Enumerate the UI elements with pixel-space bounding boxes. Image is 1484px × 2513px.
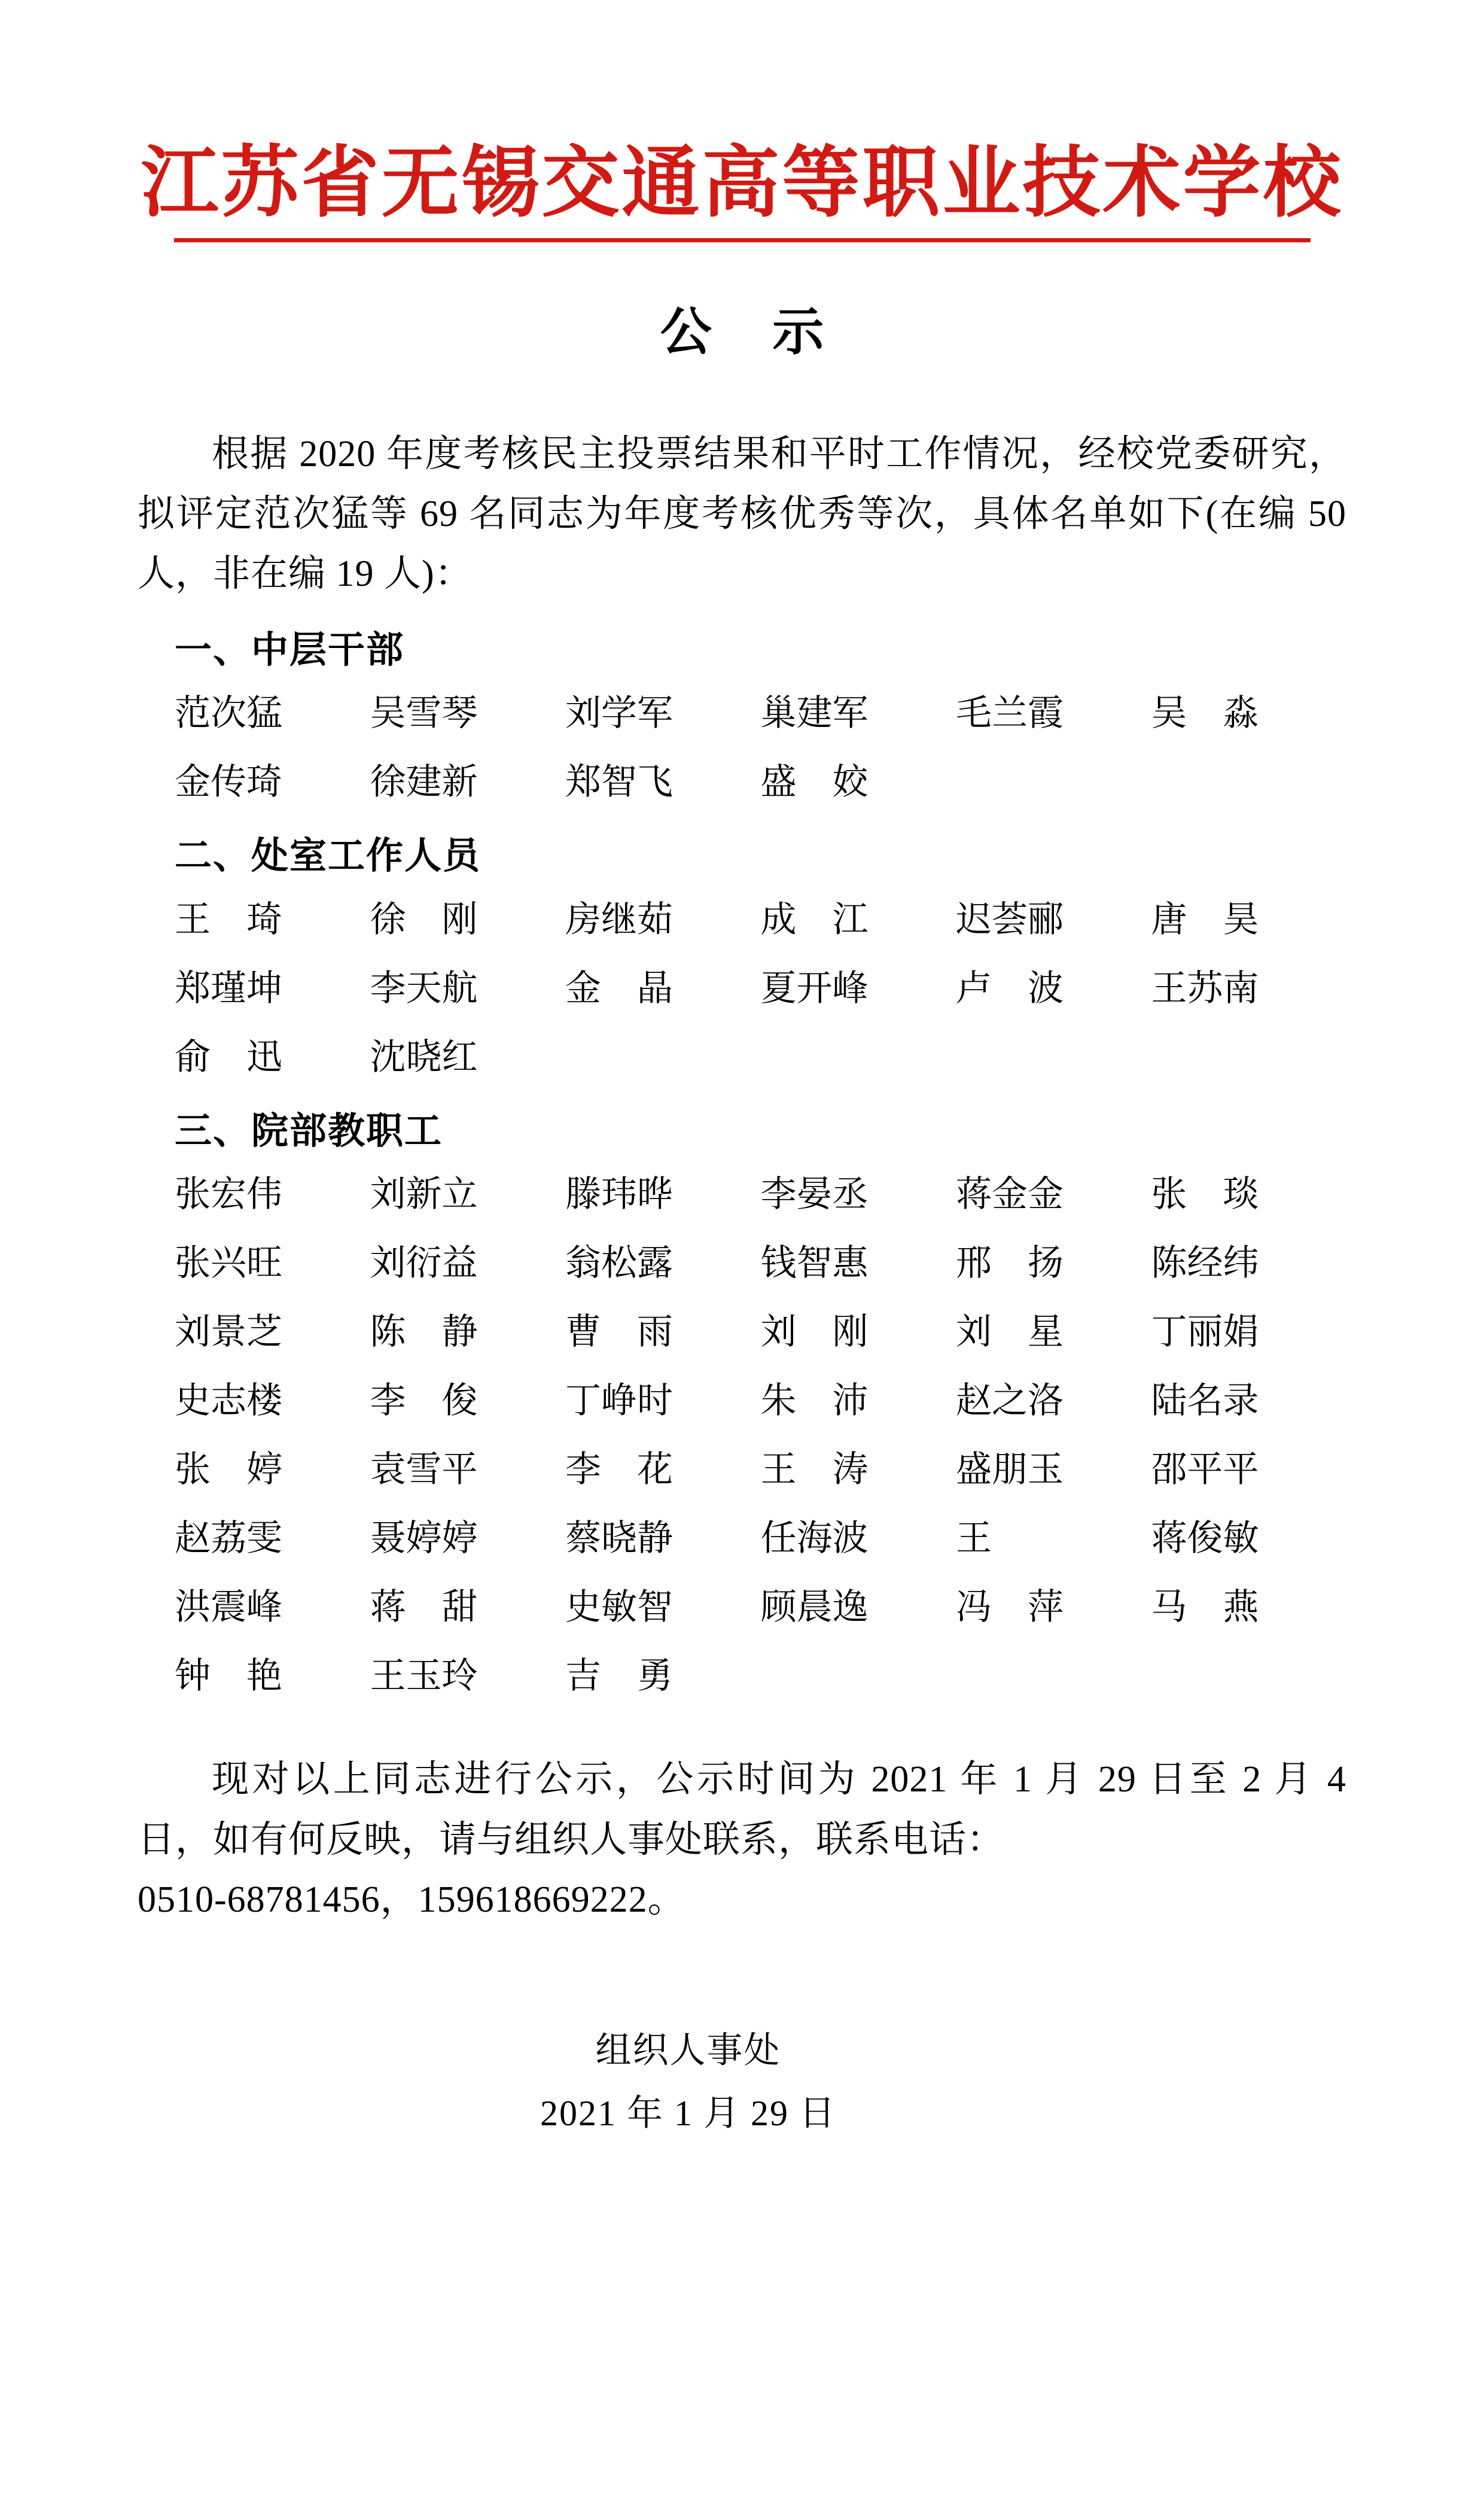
name-list-section-1 xyxy=(138,686,1346,810)
name-item: 刘景芝 xyxy=(175,1312,282,1352)
section-title-3: 三、院部教职工 xyxy=(175,1108,443,1152)
name-item: 刘 刚 xyxy=(760,1312,869,1352)
name-item: 陈经纬 xyxy=(1151,1243,1259,1283)
name-item: 吴雪琴 xyxy=(370,693,478,734)
name-item: 王 涛 xyxy=(760,1450,869,1490)
name-item: 翁松露 xyxy=(565,1243,673,1283)
name-item: 卢 波 xyxy=(956,968,1064,1008)
signature-block xyxy=(138,2019,1346,2145)
name-item: 金传琦 xyxy=(175,762,282,802)
name-item: 赵之洛 xyxy=(956,1381,1064,1421)
name-item: 盛 姣 xyxy=(760,762,869,802)
name-item: 张 琰 xyxy=(1151,1175,1259,1215)
closing-block xyxy=(138,1750,1346,1930)
name-item: 陈 静 xyxy=(370,1312,478,1352)
name-item: 迟荟郦 xyxy=(956,899,1064,939)
name-item: 范次猛 xyxy=(175,693,282,734)
name-item: 袁雪平 xyxy=(370,1450,478,1490)
name-item: 房继茹 xyxy=(565,899,673,939)
name-item: 郑瑾坤 xyxy=(175,968,282,1008)
document-type-title: 公 示 xyxy=(660,303,848,361)
name-item: 王苏南 xyxy=(1151,968,1259,1008)
name-item: 李晏丞 xyxy=(760,1175,869,1215)
name-item: 蔡晓静 xyxy=(565,1519,673,1559)
header-red-divider xyxy=(174,238,1311,242)
name-item: 蒋俊敏 xyxy=(1151,1519,1259,1559)
name-item: 王 xyxy=(956,1519,992,1559)
name-item: 刘衍益 xyxy=(370,1243,478,1283)
name-item: 王玉玲 xyxy=(370,1656,478,1696)
name-item: 王 琦 xyxy=(175,899,282,939)
name-item: 顾晨逸 xyxy=(760,1587,869,1627)
name-item: 钟 艳 xyxy=(175,1656,282,1696)
name-item: 钱智惠 xyxy=(760,1243,869,1283)
intro-paragraph: 根据 2020 年度考核民主投票结果和平时工作情况，经校党委研究，拟评定范次猛等 69 名同志为年度考核优秀等次，具体名单如下(在编 50 人，非在编 19 人)： xyxy=(138,433,1346,595)
name-list-section-2 xyxy=(138,892,1346,1085)
name-item: 唐 昊 xyxy=(1151,899,1259,939)
name-item: 徐 刚 xyxy=(370,899,478,939)
name-item: 吉 勇 xyxy=(565,1656,673,1696)
name-list-section-3 xyxy=(138,1167,1346,1704)
name-item: 朱 沛 xyxy=(760,1381,869,1421)
name-item: 滕玮晔 xyxy=(565,1175,673,1215)
name-item: 金 晶 xyxy=(565,968,673,1008)
name-item: 史敏智 xyxy=(565,1587,673,1627)
issuing-department: 组织人事处 xyxy=(595,2031,781,2071)
name-item: 曹 雨 xyxy=(565,1312,673,1352)
name-item: 张宏伟 xyxy=(175,1175,282,1215)
name-item: 邢 扬 xyxy=(956,1243,1064,1283)
name-item: 聂婷婷 xyxy=(370,1519,478,1559)
name-item: 吴 淼 xyxy=(1151,693,1259,734)
name-item: 陆名录 xyxy=(1151,1381,1259,1421)
name-item: 丁峥时 xyxy=(565,1381,673,1421)
name-item: 丁丽娟 xyxy=(1151,1312,1259,1352)
name-item: 刘新立 xyxy=(370,1175,478,1215)
notice-paragraph: 现对以上同志进行公示，公示时间为 2021 年 1 月 29 日至 2 月 4 日，如有何反映，请与组织人事处联系，联系电话： xyxy=(138,1759,1346,1860)
document-header xyxy=(138,0,1346,364)
name-item: 徐建新 xyxy=(370,762,478,802)
section-title-2: 二、处室工作人员 xyxy=(175,833,482,878)
name-item: 沈晓红 xyxy=(370,1037,478,1077)
name-item: 赵荔雯 xyxy=(175,1519,282,1559)
section-title-1: 一、中层干部 xyxy=(175,627,405,671)
name-item: 史志楼 xyxy=(175,1381,282,1421)
name-item: 刘学军 xyxy=(565,693,673,734)
name-item: 张兴旺 xyxy=(175,1243,282,1283)
name-item: 任海波 xyxy=(760,1519,869,1559)
organization-title: 江苏省无锡交通高等职业技术学校 xyxy=(141,136,1343,228)
issue-date: 2021 年 1 月 29 日 xyxy=(540,2094,836,2134)
name-item: 蒋金金 xyxy=(956,1175,1064,1215)
name-item: 刘 星 xyxy=(956,1312,1064,1352)
name-item: 毛兰霞 xyxy=(956,693,1064,734)
name-item: 成 江 xyxy=(760,899,869,939)
name-item: 冯 萍 xyxy=(956,1587,1064,1627)
document-body xyxy=(138,424,1346,1930)
name-item: 盛朋玉 xyxy=(956,1450,1064,1490)
name-item: 夏开峰 xyxy=(760,968,869,1008)
name-item: 俞 迅 xyxy=(175,1037,282,1077)
name-item: 马 燕 xyxy=(1151,1587,1259,1627)
name-item: 郑智飞 xyxy=(565,762,673,802)
name-item: 洪震峰 xyxy=(175,1587,282,1627)
name-item: 蒋 甜 xyxy=(370,1587,478,1627)
name-item: 李 花 xyxy=(565,1450,673,1490)
contact-phone: 0510-68781456，159618669222。 xyxy=(138,1879,685,1920)
name-item: 李天航 xyxy=(370,968,478,1008)
name-item: 张 婷 xyxy=(175,1450,282,1490)
name-item: 邵平平 xyxy=(1151,1450,1259,1490)
name-item: 李 俊 xyxy=(370,1381,478,1421)
name-item: 巢建军 xyxy=(760,693,869,734)
